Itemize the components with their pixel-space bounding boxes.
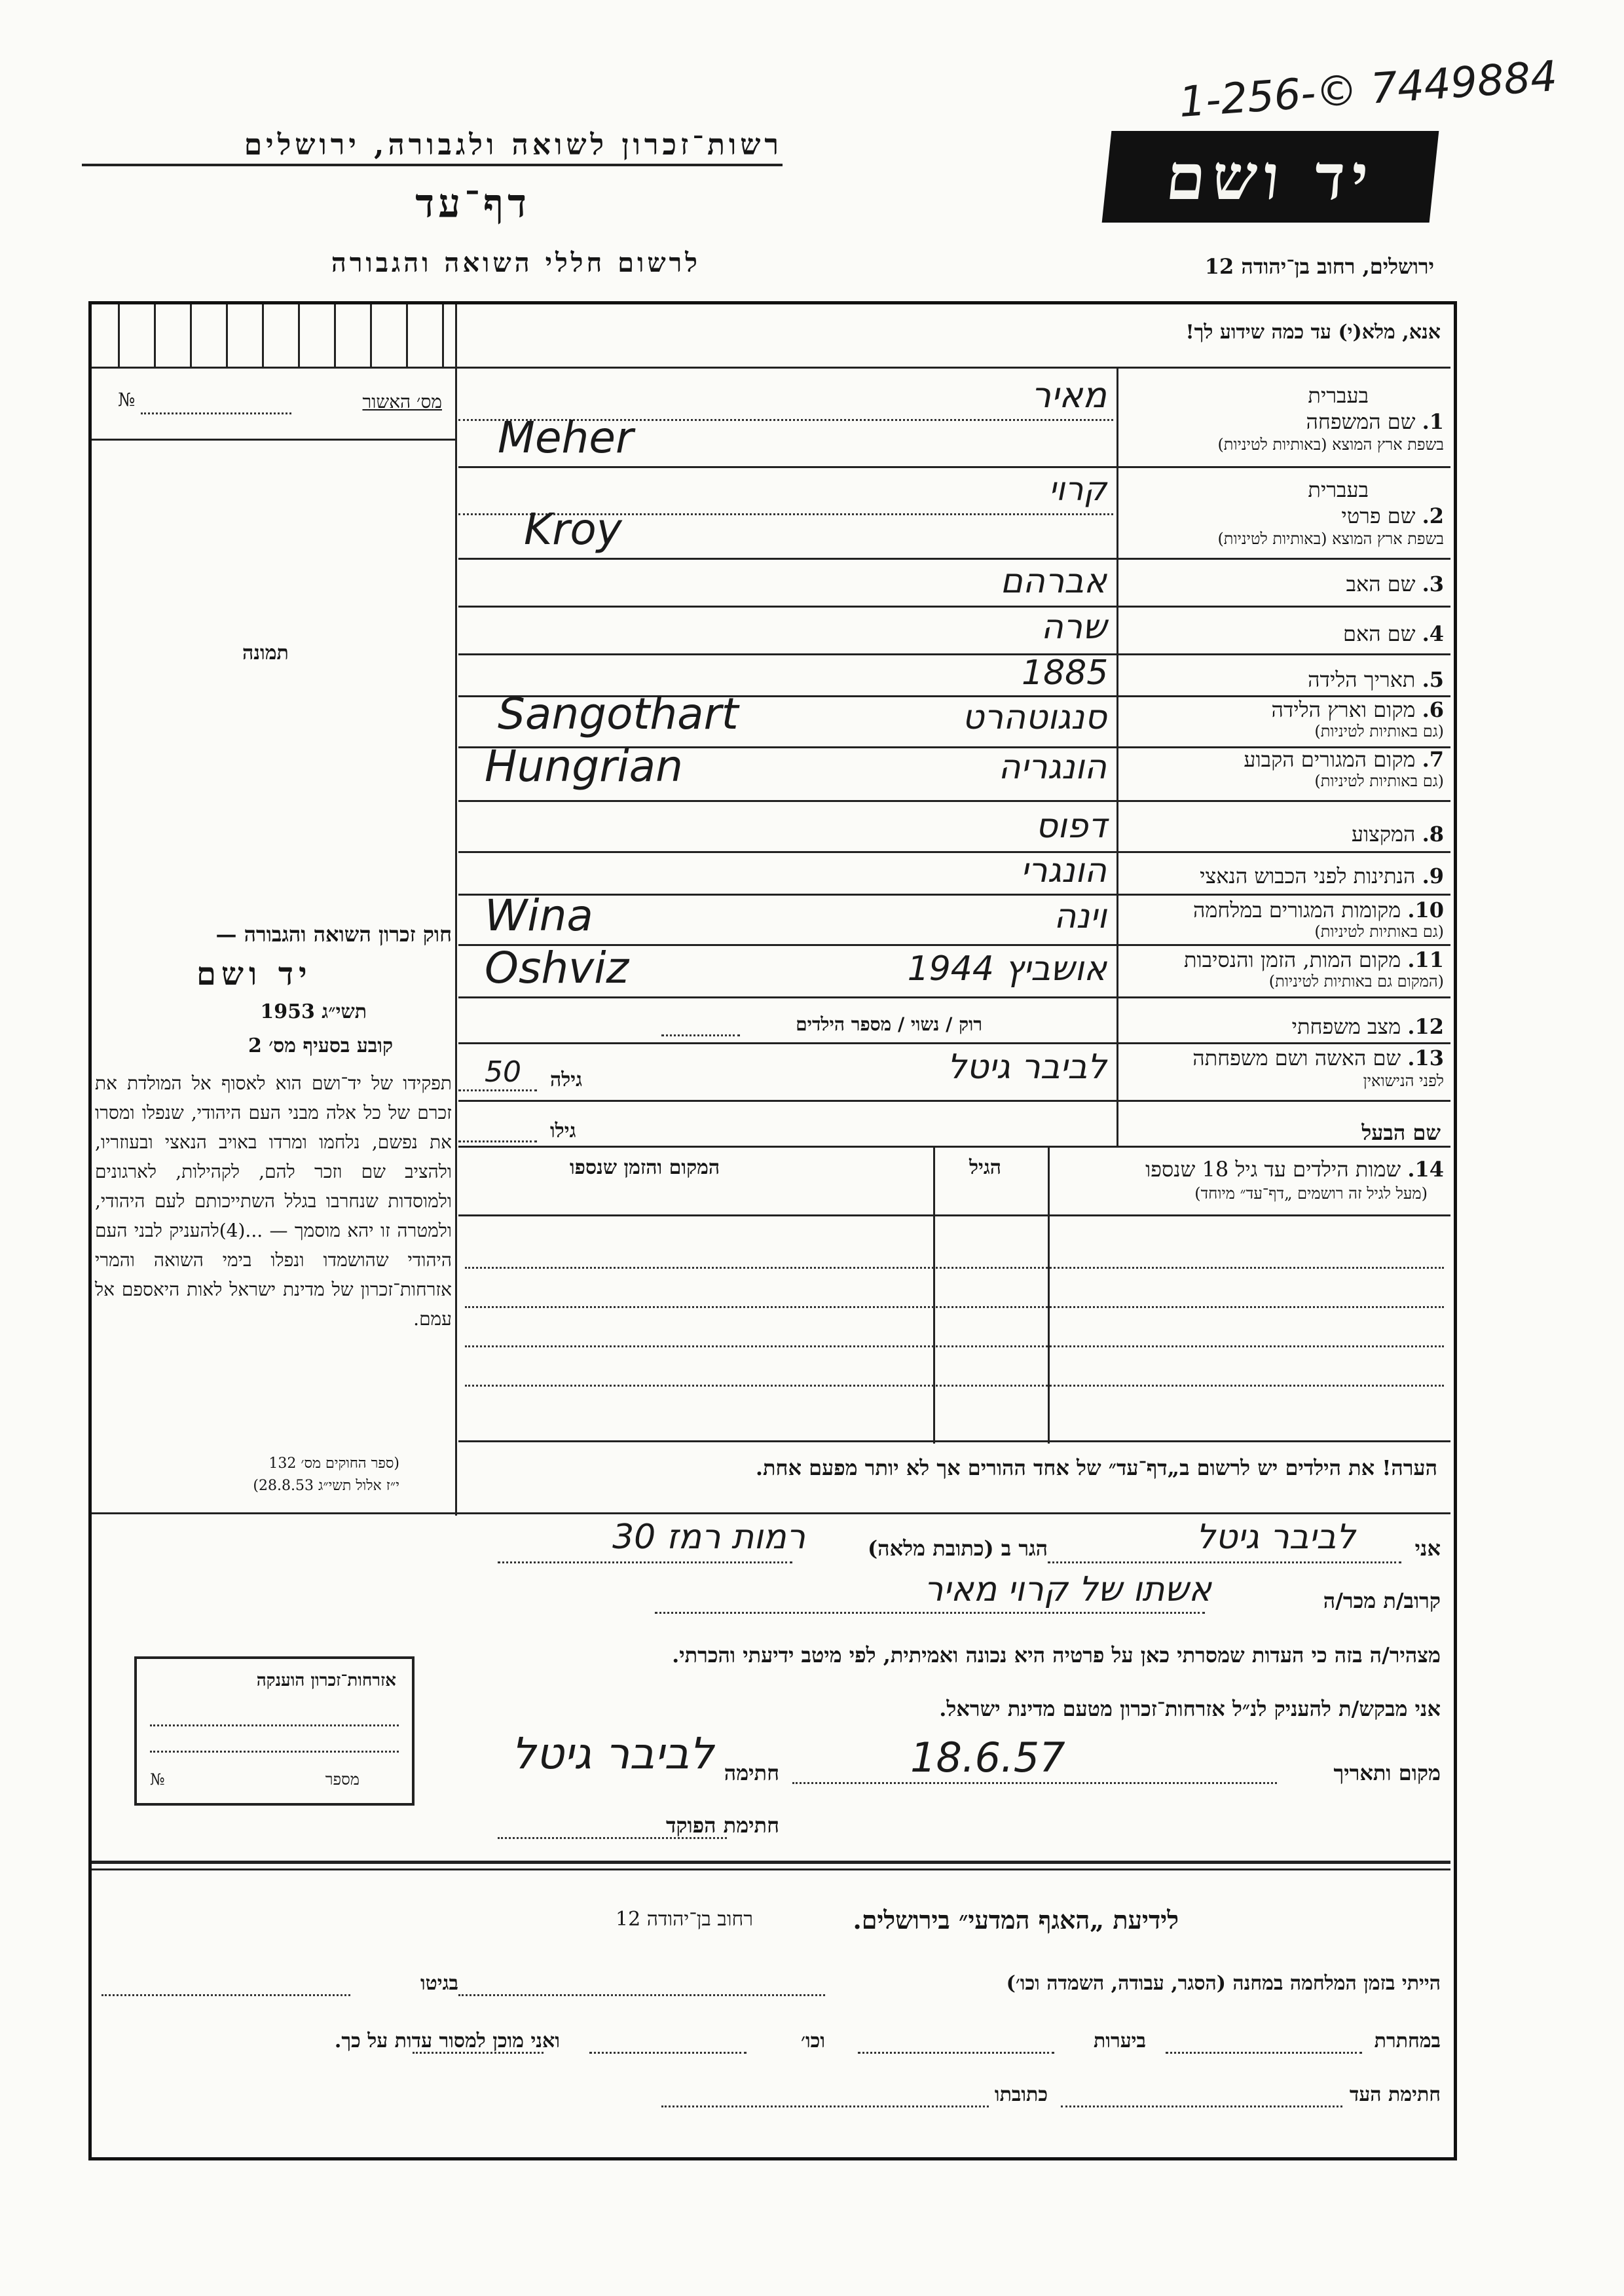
children-bottom xyxy=(458,1440,1450,1442)
field-3-value[interactable]: אברהם xyxy=(1000,562,1107,601)
citizenship-box-title: אזרחות־זכרון הוענקה xyxy=(256,1671,396,1690)
field-5-text: תאריך הלידה xyxy=(1308,667,1416,692)
form-subtitle: לרשום חללי השואה והגבורה xyxy=(331,247,701,278)
footer-line1: הייתי בזמן המלחמה במחנה (הסגר, עבודה, השמדה וכו׳) xyxy=(1006,1972,1441,1995)
field-11-text: מקום המות, הזמן והנסיבות xyxy=(1183,947,1401,972)
footer-forests: ביערות xyxy=(1093,2030,1146,2052)
signature-label: חתימה xyxy=(724,1760,779,1785)
field-12-label xyxy=(1292,1013,1444,1040)
approval-tick xyxy=(262,304,264,367)
field-7-text: מקום המגורים הקבוע xyxy=(1244,747,1416,772)
field-12-bottom xyxy=(458,1042,1450,1044)
witness-sig-field[interactable] xyxy=(1061,2105,1342,2107)
field-1-label xyxy=(1306,409,1444,435)
field-5-label xyxy=(1308,666,1444,693)
field-2-hebrew-tag: בעברית xyxy=(1308,477,1369,502)
witness-address-field[interactable] xyxy=(661,2105,989,2107)
field-1-note: בשפת ארץ המוצא (באותיות לטיניות) xyxy=(1217,435,1444,454)
field-6-value-he[interactable]: סנגוטהרט xyxy=(962,698,1107,737)
approval-tick xyxy=(226,304,228,367)
citizenship-box xyxy=(134,1656,415,1806)
field-7-value-he[interactable]: הונגריה xyxy=(998,748,1107,787)
field-6-label xyxy=(1271,697,1444,723)
approval-tick xyxy=(334,304,336,367)
field-13-value[interactable]: לביבר גיטל xyxy=(947,1048,1107,1087)
field-1-num: 1. xyxy=(1422,409,1444,434)
children-divider-2 xyxy=(1048,1146,1050,1444)
box-line xyxy=(150,1724,399,1726)
field-2-label xyxy=(1341,503,1444,529)
form-title: דף־עד xyxy=(415,181,530,227)
logo-text: יד ושם xyxy=(1162,139,1378,214)
child-row[interactable] xyxy=(465,1385,1444,1387)
approval-tick xyxy=(190,304,192,367)
decl-relative-label: קרוב/ת מכר/ה xyxy=(1323,1588,1441,1613)
header-address: ירושלים, רחוב בן־יהודה 12 xyxy=(1204,254,1434,279)
field-1-value-latin[interactable]: Meher xyxy=(498,412,634,463)
instruction-bottom xyxy=(455,367,1450,369)
field-13-label xyxy=(1192,1045,1444,1071)
field-1-hebrew-tag: בעברית xyxy=(1308,383,1369,408)
husband-bottom xyxy=(458,1146,1450,1148)
place-date-label: מקום ותאריך xyxy=(1333,1760,1441,1785)
approval-tick xyxy=(118,304,120,367)
field-4-value[interactable]: שרה xyxy=(1041,608,1107,647)
footer-his-address: כתובתו xyxy=(994,2083,1048,2106)
approval-tick xyxy=(298,304,300,367)
approval-num-sign: № xyxy=(118,389,136,410)
field-8-bottom xyxy=(458,851,1450,853)
child-row[interactable] xyxy=(465,1345,1444,1347)
col-place: המקום והזמן שנספו xyxy=(570,1156,720,1179)
decl-i-line xyxy=(1048,1561,1401,1563)
field-8-value[interactable]: דפוס xyxy=(1035,807,1107,846)
field-9-label xyxy=(1200,863,1444,889)
field-5-value[interactable]: 1885 xyxy=(1022,653,1109,693)
field-6-note: (גם באותיות לטיניות) xyxy=(1314,722,1444,740)
field-7-num: 7. xyxy=(1422,747,1444,772)
approval-tick xyxy=(370,304,372,367)
left-column-divider xyxy=(455,304,457,1516)
field-1-value-he[interactable]: מאיר xyxy=(1031,374,1107,416)
decl-address-line xyxy=(498,1561,792,1563)
husband-age-line xyxy=(458,1140,537,1142)
field-10-value-latin[interactable]: Wina xyxy=(485,890,593,941)
underground-field[interactable] xyxy=(1166,2052,1362,2054)
field-7-value-latin[interactable]: Hungrian xyxy=(485,741,683,792)
ready-field[interactable] xyxy=(413,2052,544,2054)
date-value[interactable]: 18.6.57 xyxy=(910,1734,1065,1781)
children-divider-1 xyxy=(933,1146,935,1444)
footer-witness-sig: חתימת העד xyxy=(1349,2083,1441,2106)
field-13-note: לפני הנישואין xyxy=(1363,1072,1444,1090)
approval-tick xyxy=(442,304,444,367)
field-11-value-he[interactable]: אושביץ 1944 xyxy=(907,949,1107,989)
husband-age-label: גילו xyxy=(550,1120,576,1142)
field-1-text: שם המשפחה xyxy=(1306,409,1416,434)
field-9-text: הנתינות לפני הכבוש הנאצי xyxy=(1200,864,1416,888)
footer-address: רחוב בן־יהודה 12 xyxy=(616,1908,753,1931)
archive-reference: 1-256-© 7449884 xyxy=(1177,52,1559,128)
instruction: אנא, מלא(י) עד כמה שידוע לך! xyxy=(1185,321,1441,344)
decl-i-label: אני xyxy=(1414,1536,1441,1561)
field-8-num: 8. xyxy=(1422,822,1444,847)
forests-field[interactable] xyxy=(858,2052,1054,2054)
law-bottom xyxy=(92,1512,455,1514)
children-num: 14. xyxy=(1407,1157,1444,1182)
field-3-label xyxy=(1346,571,1444,597)
field-2-num: 2. xyxy=(1422,503,1444,528)
field-10-text: מקומות המגורים במלחמה xyxy=(1192,898,1401,922)
law-text: תפקידו של יד־ושם הוא לאסוף אל המולדת את זכרם של כל אלה מבני העם היהודי, שנפלו ומסרו את נפשם, נלחמו ומרדו באויב הנאצי ובעוזריו, ולהציב שם וזכר להם, לקהילות, לארגונים ולמוסדות שנחרבו בגלל השתייכותם לעם היהודי, ולמטרה זו יהא מוסמך — ...(4)להעניק לבני העם היהודי שהושמדו ונפלו בימי השואה והמרי אזרחות־זכרון של מדינת ישראל לאות היאספם אל עמם. xyxy=(95,1072,452,1330)
approval-tick xyxy=(406,304,408,367)
field-12-line xyxy=(661,1034,740,1036)
footer-rule-1 xyxy=(92,1861,1450,1864)
field-12-num: 12. xyxy=(1407,1014,1444,1039)
field-2-note: בשפת ארץ המוצא (באותיות לטיניות) xyxy=(1217,530,1444,548)
field-3-num: 3. xyxy=(1422,572,1444,596)
law-year: תשי״ג 1953 xyxy=(260,1000,367,1023)
approval-top xyxy=(92,367,455,369)
field-13-num: 13. xyxy=(1407,1046,1444,1070)
field-11-label xyxy=(1184,947,1444,973)
field-2-value-he[interactable]: קרוי xyxy=(1048,470,1107,508)
field-5-num: 5. xyxy=(1422,667,1444,692)
field-13-text: שם האשה ושם משפחתה xyxy=(1192,1046,1401,1070)
decl-resides: הגר ב (כתובת מלאה) xyxy=(868,1536,1048,1561)
field-6-value-latin[interactable]: Sangothart xyxy=(498,689,739,739)
field-4-num: 4. xyxy=(1422,621,1444,646)
field-9-value[interactable]: הונגרי xyxy=(1020,851,1107,890)
children-title xyxy=(1145,1156,1444,1182)
law-name: יד ושם xyxy=(196,956,312,993)
decl-request: אני מבקש/ת להעניק לנ״ל אזרחות־זכרון מטעם מדינת ישראל. xyxy=(939,1696,1441,1721)
field-10-num: 10. xyxy=(1407,898,1444,922)
child-row[interactable] xyxy=(465,1306,1444,1308)
law-clause: קובע בסעיף מס׳ 2 xyxy=(248,1034,393,1057)
officer-label: חתימת הפוקד xyxy=(666,1813,779,1838)
field-8-label xyxy=(1352,821,1444,847)
field-11-note: (המקום גם באותיות לטיניות) xyxy=(1268,972,1444,991)
field-10-note: (גם באותיות לטיניות) xyxy=(1314,922,1444,941)
field-11-num: 11. xyxy=(1407,947,1444,972)
field-4-text: שם האם xyxy=(1343,621,1416,646)
box-num-sign: № xyxy=(150,1770,165,1789)
footer-underground: במחתרת xyxy=(1374,2030,1441,2052)
photo-label: תמונה xyxy=(242,642,289,665)
child-row[interactable] xyxy=(465,1267,1444,1269)
field-8-text: המקצוע xyxy=(1351,822,1416,847)
approval-tick xyxy=(154,304,156,367)
law-title: חוק זכרון השואה והגבורה — xyxy=(215,922,452,947)
decl-relative-line xyxy=(655,1612,1205,1614)
authority-underline xyxy=(82,164,783,166)
decl-relative-value[interactable]: אשתו של קרוי מאיר xyxy=(923,1570,1211,1609)
footer-heading: לידיעת „האגף המדעי״ בירושלים. xyxy=(853,1905,1179,1935)
field-4-label xyxy=(1343,621,1444,647)
field-7-bottom xyxy=(458,800,1450,802)
law-source-date: י״ז אלול תשי״ג 28.8.53) xyxy=(253,1478,399,1494)
footer-etc: וכו׳ xyxy=(801,2030,825,2052)
signature-value[interactable]: לביבר גיטל xyxy=(511,1728,714,1779)
photo-top xyxy=(92,439,455,441)
field-3-bottom xyxy=(458,606,1450,608)
field-6-num: 6. xyxy=(1422,697,1444,722)
field-3-text: שם האב xyxy=(1346,572,1416,596)
officer-line xyxy=(498,1837,727,1839)
children-note: (מעל לגיל זה רושמים „דף־עד״ מיוחד) xyxy=(1194,1184,1428,1203)
authority-name: רשות־זכרון לשואה ולגבורה, ירושלים xyxy=(244,128,783,162)
field-13-age-label: גילה xyxy=(550,1068,583,1091)
field-13-age-line xyxy=(458,1089,537,1091)
col-age: הגיל xyxy=(969,1156,1002,1179)
approval-label: מס׳ האשור xyxy=(362,391,442,412)
footer-rule-2 xyxy=(92,1868,1450,1870)
field-13-age-value[interactable]: 50 xyxy=(485,1055,521,1089)
law-source: (ספר החוקים מס׳ 132 xyxy=(268,1455,399,1472)
field-4-bottom xyxy=(458,653,1450,655)
field-13-bottom xyxy=(458,1100,1450,1102)
footer-ghetto: בגיטו xyxy=(420,1972,458,1995)
children-title-text: שמות הילדים עד גיל 18 שנספו xyxy=(1145,1157,1401,1182)
remark-bottom xyxy=(455,1512,1450,1514)
field-11-value-latin[interactable]: Oshviz xyxy=(485,943,629,993)
field-7-label xyxy=(1244,746,1444,773)
field-1-bottom xyxy=(458,466,1450,468)
field-2-value-latin[interactable]: Kroy xyxy=(524,504,622,555)
box-number: מספר xyxy=(325,1770,360,1789)
decl-statement: מצהיר/ה בזה כי העדות שמסרתי כאן על פרטיה היא נכונה ואמיתית, לפי מיטב ידיעתי והכרתי. xyxy=(672,1643,1441,1667)
decl-i-value[interactable]: לביבר גיטל xyxy=(1196,1518,1356,1557)
field-12-options: רוק / נשוי / מספר הילדים xyxy=(796,1013,982,1035)
yad-vashem-logo xyxy=(1102,131,1439,223)
remark: הערה! את הילדים יש לרשום ב„דף־עד״ של אחד ההורים אך לא יותר מפעם אחת. xyxy=(755,1455,1437,1480)
field-9-num: 9. xyxy=(1422,864,1444,888)
label-column-divider xyxy=(1116,367,1118,1146)
field-6-text: מקום וארץ הלידה xyxy=(1271,697,1416,722)
box-line xyxy=(150,1751,399,1753)
camp-field[interactable] xyxy=(458,1994,825,1996)
field-12-text: מצב משפחתי xyxy=(1291,1014,1401,1039)
approval-field[interactable] xyxy=(141,412,291,414)
children-header-bottom xyxy=(458,1214,1450,1216)
decl-address-value[interactable]: רמות רמז 30 xyxy=(612,1518,805,1557)
etc-field[interactable] xyxy=(589,2052,747,2054)
field-2-bottom xyxy=(458,558,1450,560)
date-line xyxy=(792,1782,1277,1784)
field-9-bottom xyxy=(458,894,1450,896)
footer-ready: ואני מוכן למסור עדות על כך. xyxy=(334,2030,560,2052)
field-7-note: (גם באותיות לטיניות) xyxy=(1314,772,1444,790)
field-10-value-he[interactable]: וינה xyxy=(1054,897,1107,936)
field-11-bottom xyxy=(458,996,1450,998)
husband-label: שם הבעל xyxy=(1361,1120,1441,1145)
ghetto-field[interactable] xyxy=(101,1994,350,1996)
field-2-text: שם פרטי xyxy=(1341,503,1416,528)
field-10-label xyxy=(1193,897,1444,923)
